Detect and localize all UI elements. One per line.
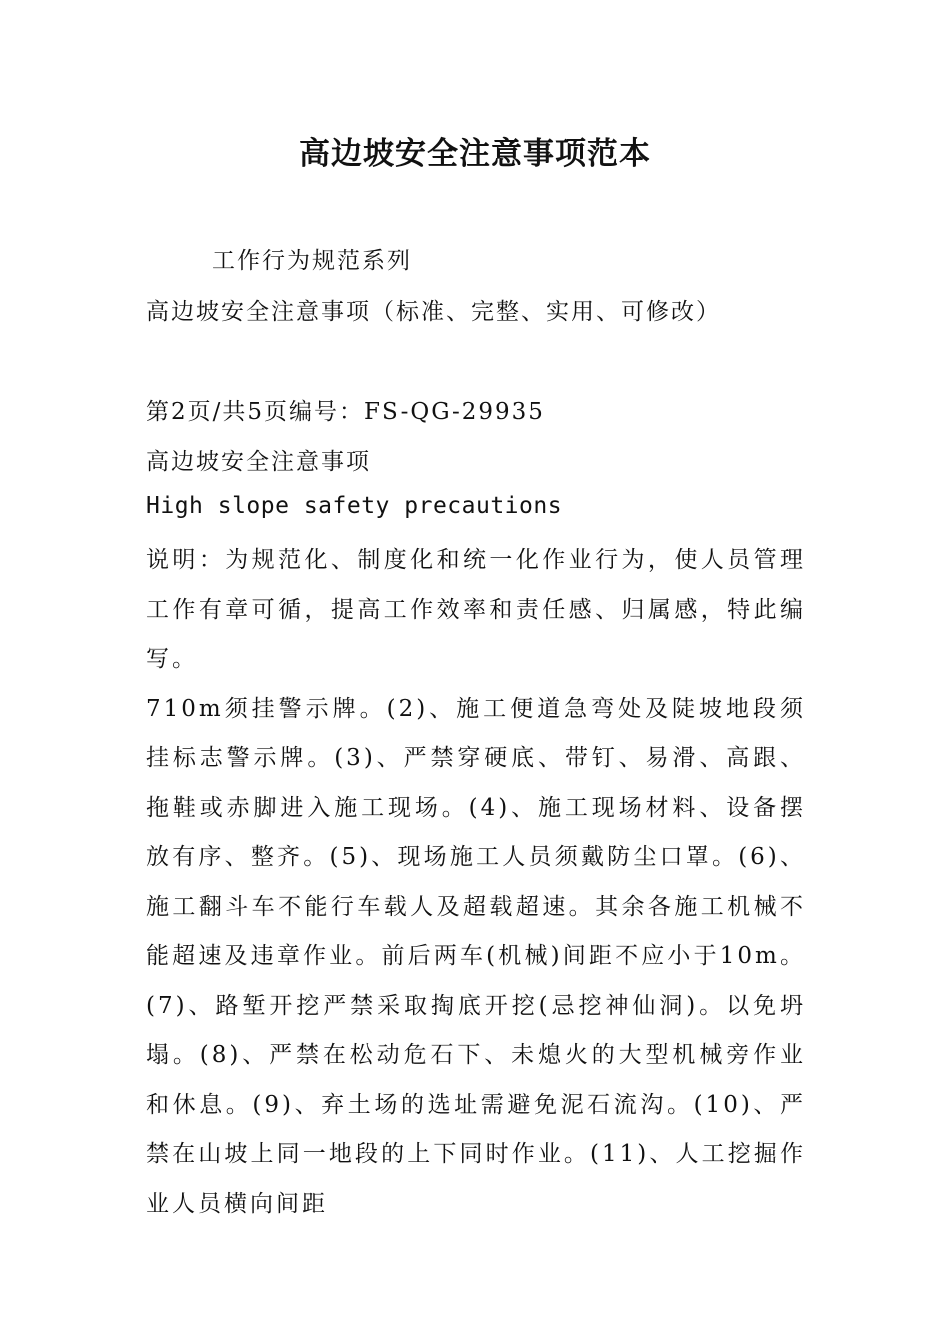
- subtitle-line: 高边坡安全注意事项（标准、完整、实用、可修改）: [146, 299, 721, 325]
- series-line: 工作行为规范系列: [212, 248, 412, 274]
- heading-en: High slope safety precautions: [146, 493, 563, 519]
- document-title: 高边坡安全注意事项范本: [299, 136, 651, 172]
- body-text: [146, 536, 806, 1229]
- page-info-line: 第2页/共5页编号：FS-QG-29935: [146, 399, 545, 425]
- heading-cn: 高边坡安全注意事项: [146, 449, 371, 475]
- content-paragraph: 710m须挂警示牌。(2)、施工便道急弯处及陡坡地段须挂标志警示牌。(3)、严禁穿硬底、带钉、易滑、高跟、拖鞋或赤脚进入施工现场。(4)、施工现场材料、设备摆放有序、整齐。(5)、现场施工人员须戴防尘口罩。(6)、施工翻斗车不能行车载人及超载超速。其余各施工机械不能超速及违章作业。前后两车(机械)间距不应小于10m。(7)、路堑开挖严禁采取掏底开挖(忌挖神仙洞)。以免坍塌。(8)、严禁在松动危石下、未熄火的大型机械旁作业和休息。(9)、弃土场的选址需避免泥石流沟。(10)、严禁在山坡上同一地段的上下同时作业。(11)、人工挖掘作业人员横向间距: [146, 695, 806, 1217]
- description-paragraph: 说明：为规范化、制度化和统一化作业行为，使人员管理工作有章可循，提高工作效率和责任感、归属感，特此编写。: [146, 547, 806, 672]
